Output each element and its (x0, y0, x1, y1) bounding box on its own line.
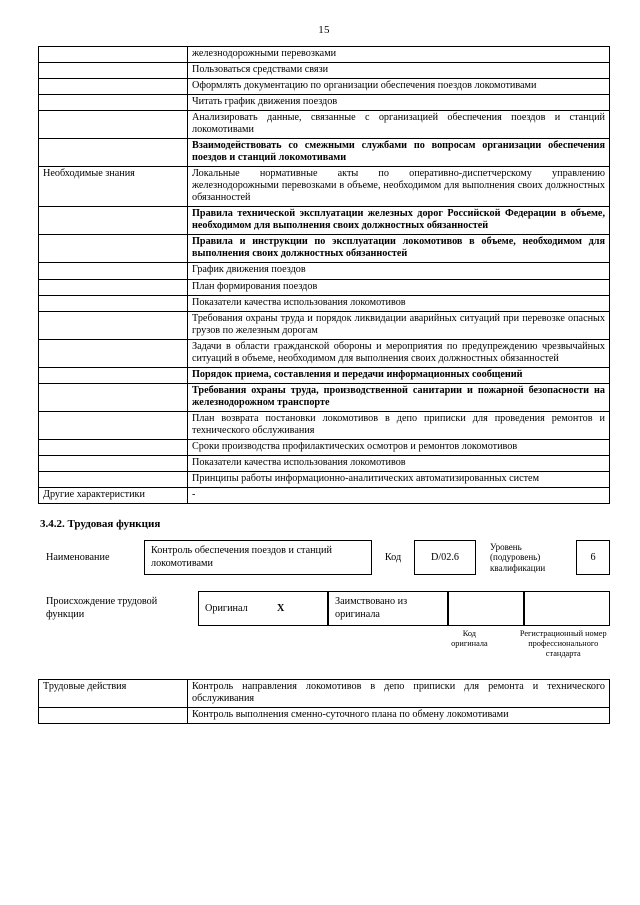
table-row (39, 295, 610, 311)
origin-label-line2: функции (46, 608, 85, 620)
function-level-value: 6 (576, 540, 610, 576)
row-label (39, 455, 188, 471)
row-label (39, 139, 188, 167)
caption-reg-line1: Регистрационный номер (519, 628, 607, 638)
table-row (39, 235, 610, 263)
table-row (39, 79, 610, 95)
row-text: План возврата постановки локомотивов в депо приписки для проведения ремонтов и технического обслуживания (188, 411, 610, 439)
level-label-line1: Уровень (490, 541, 522, 552)
origin-block (46, 591, 612, 658)
row-text: Сроки производства профилактических осмотров и ремонтов локомотивов (188, 439, 610, 455)
row-label (39, 311, 188, 339)
row-text: Правила и инструкции по эксплуатации локомотивов в объеме, необходимом для выполнения своих должностных обязанностей (188, 235, 610, 263)
row-label: Трудовые действия (39, 679, 188, 707)
row-text: - (188, 487, 610, 503)
row-text: Требования охраны труда, производственной санитарии и пожарной безопасности на железнодорожном транспорте (188, 383, 610, 411)
caption-reg-line2: профессионального (528, 638, 599, 648)
row-text: Показатели качества использования локомотивов (188, 455, 610, 471)
labor-actions-table-body (39, 679, 610, 723)
table-row (39, 111, 610, 139)
row-label: Другие характеристики (39, 487, 188, 503)
table-row (39, 411, 610, 439)
row-text: железнодорожными перевозками (188, 47, 610, 63)
row-text: Локальные нормативные акты по оперативно-диспетчерскому управлению железнодорожными перевозками в объеме, необходимом для выполнения своих должностных обязанностей (188, 167, 610, 207)
table-row (39, 367, 610, 383)
table-row (39, 339, 610, 367)
function-kod-value: D/02.6 (414, 540, 476, 576)
function-level-label (476, 540, 576, 576)
table-row (39, 139, 610, 167)
row-text: Пользоваться средствами связи (188, 63, 610, 79)
table-row (39, 455, 610, 471)
row-text: Правила технической эксплуатации железных дорог Российской Федерации в объеме, необходимом для выполнения своих должностных обязанностей (188, 207, 610, 235)
row-label (39, 471, 188, 487)
row-text: Задачи в области гражданской обороны и мероприятия по предупреждению чрезвычайных ситуаций в объеме, необходимом для выполнения своих должностных обязанностей (188, 339, 610, 367)
caption-kod (432, 629, 506, 659)
origin-label-line1: Происхождение трудовой (46, 596, 158, 608)
function-name-row (46, 540, 612, 576)
table-row (39, 263, 610, 279)
caption-registration (506, 629, 612, 659)
page-number: 15 (318, 24, 330, 36)
row-text: Взаимодействовать со смежными службами по вопросам организации обеспечения поездов и станций локомотивами (188, 139, 610, 167)
row-text: Принципы работы информационно-аналитических автоматизированных систем (188, 471, 610, 487)
function-name-value: Контроль обеспечения поездов и станций локомотивами (144, 540, 372, 576)
origin-borrowed-cell: Заимствовано из оригинала (328, 591, 448, 625)
table-row (39, 63, 610, 79)
row-text: Порядок приема, составления и передачи информационных сообщений (188, 367, 610, 383)
row-text: Показатели качества использования локомотивов (188, 295, 610, 311)
row-label (39, 439, 188, 455)
origin-original-cell (198, 591, 328, 625)
origin-row (46, 591, 612, 625)
table-row (39, 487, 610, 503)
row-text: Анализировать данные, связанные с организацией обеспечения поездов и станций локомотивами (188, 111, 610, 139)
labor-actions-table (38, 679, 610, 724)
table-row (39, 439, 610, 455)
caption-kod-line1: Код (462, 628, 477, 638)
row-label (39, 263, 188, 279)
row-label (39, 383, 188, 411)
row-label (39, 295, 188, 311)
section-title: 3.4.2. Трудовая функция (40, 517, 161, 530)
row-label (39, 235, 188, 263)
requirements-table-body (39, 47, 610, 504)
row-text: Контроль направления локомотивов в депо приписки для ремонта и технического обслуживания (188, 679, 610, 707)
caption-kod-line2: оригинала (451, 638, 488, 648)
row-label (39, 63, 188, 79)
table-row (39, 167, 610, 207)
table-row (39, 383, 610, 411)
row-label (39, 411, 188, 439)
row-text: Оформлять документацию по организации обеспечения поездов локомотивами (188, 79, 610, 95)
table-row (39, 47, 610, 63)
row-label (39, 707, 188, 723)
table-row (39, 311, 610, 339)
row-text: Читать график движения поездов (188, 95, 610, 111)
origin-original-mark: X (277, 603, 285, 615)
row-label (39, 111, 188, 139)
row-label (39, 95, 188, 111)
origin-captions (46, 629, 612, 659)
caption-reg-line3: стандарта (545, 648, 581, 658)
table-row (39, 279, 610, 295)
requirements-table (38, 46, 610, 504)
table-row (39, 679, 610, 707)
origin-kod-cell (448, 591, 524, 625)
caption-spacer (46, 629, 432, 659)
function-header-block (46, 540, 612, 576)
row-label (39, 207, 188, 235)
level-label-line2: (подуровень) (490, 552, 541, 563)
origin-reg-cell (524, 591, 610, 625)
row-label: Необходимые знания (39, 167, 188, 207)
origin-label (46, 591, 198, 625)
row-label (39, 339, 188, 367)
row-text: Требования охраны труда и порядок ликвидации аварийных ситуаций при перевозке опасных грузов по железным дорогам (188, 311, 610, 339)
row-label (39, 367, 188, 383)
table-row (39, 95, 610, 111)
row-text: Контроль выполнения сменно-суточного плана по обмену локомотивами (188, 707, 610, 723)
row-text: График движения поездов (188, 263, 610, 279)
row-text: План формирования поездов (188, 279, 610, 295)
table-row (39, 707, 610, 723)
function-name-label: Наименование (46, 551, 110, 563)
table-row (39, 471, 610, 487)
level-label-line3: квалификации (490, 563, 546, 574)
row-label (39, 79, 188, 95)
row-label (39, 47, 188, 63)
function-kod-label: Код (384, 552, 402, 564)
row-label (39, 279, 188, 295)
table-row (39, 207, 610, 235)
origin-original-label: Оригинал (205, 603, 248, 615)
